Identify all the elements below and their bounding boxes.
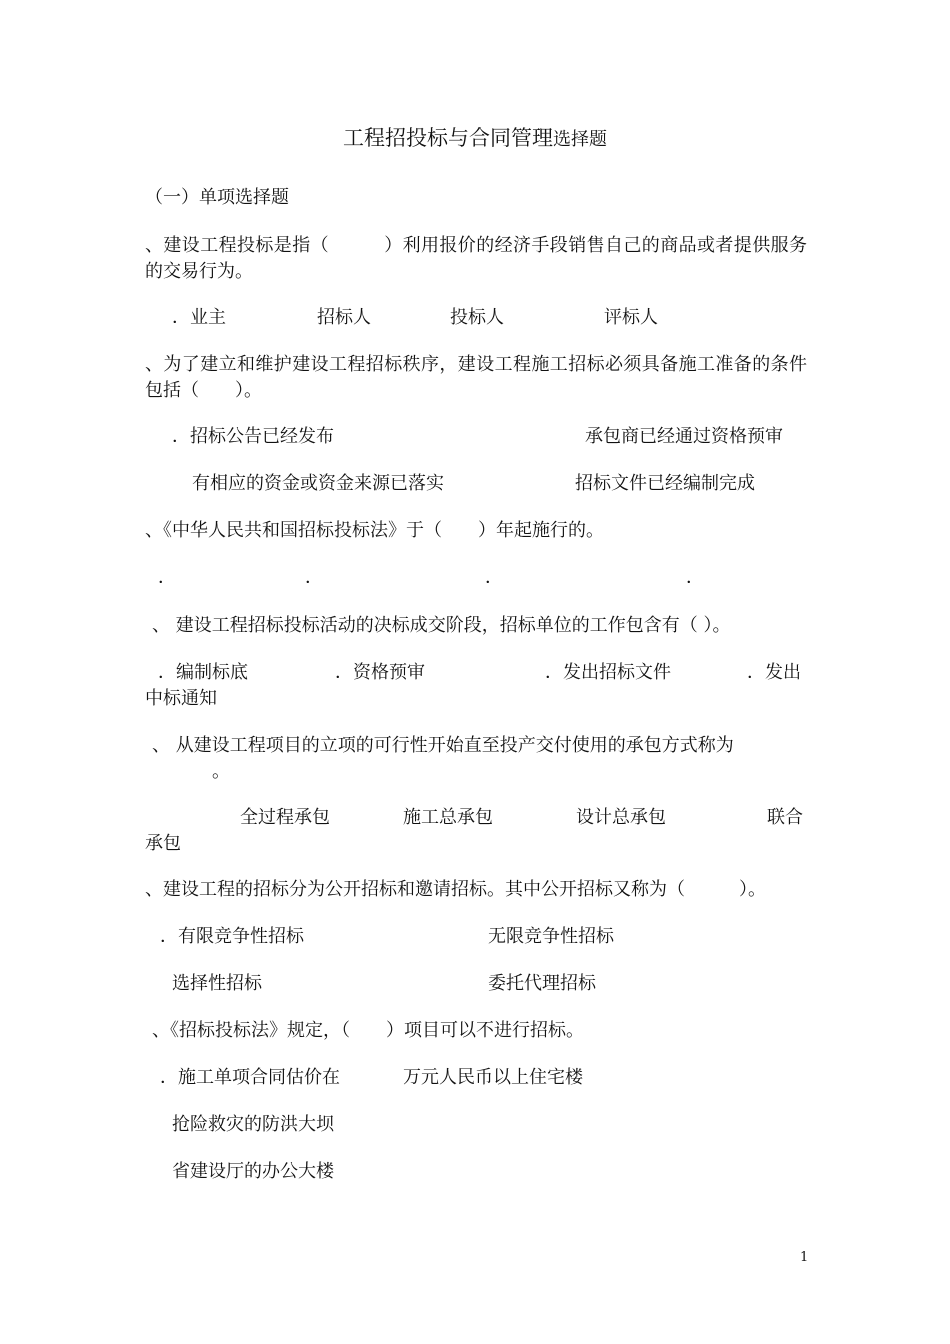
q6-option-a: ．有限竞争性招标 (160, 926, 304, 947)
question-3-stem: 、《中华人民共和国招标投标法》于（ ）年起施行的。 (145, 520, 604, 541)
document-title (0, 124, 950, 154)
q1-option-d: 评标人 (604, 307, 658, 328)
question-5-stem: 、 从建设工程项目的立项的可行性开始直至投产交付使用的承包方式称为 (152, 735, 734, 756)
q5-option-a: 全过程承包 (240, 807, 330, 828)
q1-option-c: 投标人 (450, 307, 504, 328)
q1-option-a: ．业主 (172, 307, 226, 328)
q3-option-b: ． (305, 567, 323, 588)
q5-option-d-continuation: 承包 (145, 833, 181, 854)
q6-option-c: 选择性招标 (172, 973, 262, 994)
q4-option-d-continuation: 中标通知 (145, 688, 217, 709)
q5-option-c: 设计总承包 (576, 807, 666, 828)
q7-option-c: 省建设厅的办公大楼 (172, 1161, 334, 1182)
q2-option-c: 有相应的资金或资金来源已落实 (192, 473, 444, 494)
q4-option-d: ．发出 (747, 662, 801, 683)
page-number: 1 (800, 1250, 809, 1265)
q3-option-c: ． (485, 567, 503, 588)
q5-option-b: 施工总承包 (403, 807, 493, 828)
question-7-stem: 、《招标投标法》规定，（ ）项目可以不进行招标。 (152, 1020, 584, 1041)
q2-option-d: 招标文件已经编制完成 (575, 473, 755, 494)
q6-option-d: 委托代理招标 (488, 973, 596, 994)
q6-option-b: 无限竞争性招标 (488, 926, 614, 947)
q7-option-a: ．施工单项合同估价在 (160, 1067, 340, 1088)
question-4-stem: 、 建设工程招标投标活动的决标成交阶段，招标单位的工作包含有（ ）。 (152, 615, 731, 636)
title-main: 工程招投标与合同管理 (343, 126, 553, 150)
section-heading: （一）单项选择题 (145, 187, 289, 208)
question-2-stem: 、为了建立和维护建设工程招标秩序，建设工程施工招标必须具备施工准备的条件包括（ ）。 (145, 354, 807, 401)
q1-option-b: 招标人 (317, 307, 371, 328)
q4-option-c: ．发出招标文件 (545, 662, 671, 683)
q4-option-a: ．编制标底 (158, 662, 248, 683)
q7-option-b: 抢险救灾的防洪大坝 (172, 1114, 334, 1135)
q4-option-b: ．资格预审 (335, 662, 425, 683)
question-5-stem-end: 。 (212, 761, 230, 782)
q7-option-a-continuation: 万元人民币以上住宅楼 (403, 1067, 583, 1088)
title-suffix: 选择题 (553, 129, 607, 150)
q2-option-b: 承包商已经通过资格预审 (585, 426, 783, 447)
q3-option-a: ． (158, 567, 176, 588)
q3-option-d: ． (686, 567, 704, 588)
q5-option-d: 联合 (767, 807, 803, 828)
question-6-stem: 、建设工程的招标分为公开招标和邀请招标。其中公开招标又称为（ ）。 (145, 879, 766, 900)
q2-option-a: ．招标公告已经发布 (172, 426, 334, 447)
question-1-stem: 、建设工程投标是指（ ）利用报价的经济手段销售自己的商品或者提供服务的交易行为。 (145, 235, 807, 282)
